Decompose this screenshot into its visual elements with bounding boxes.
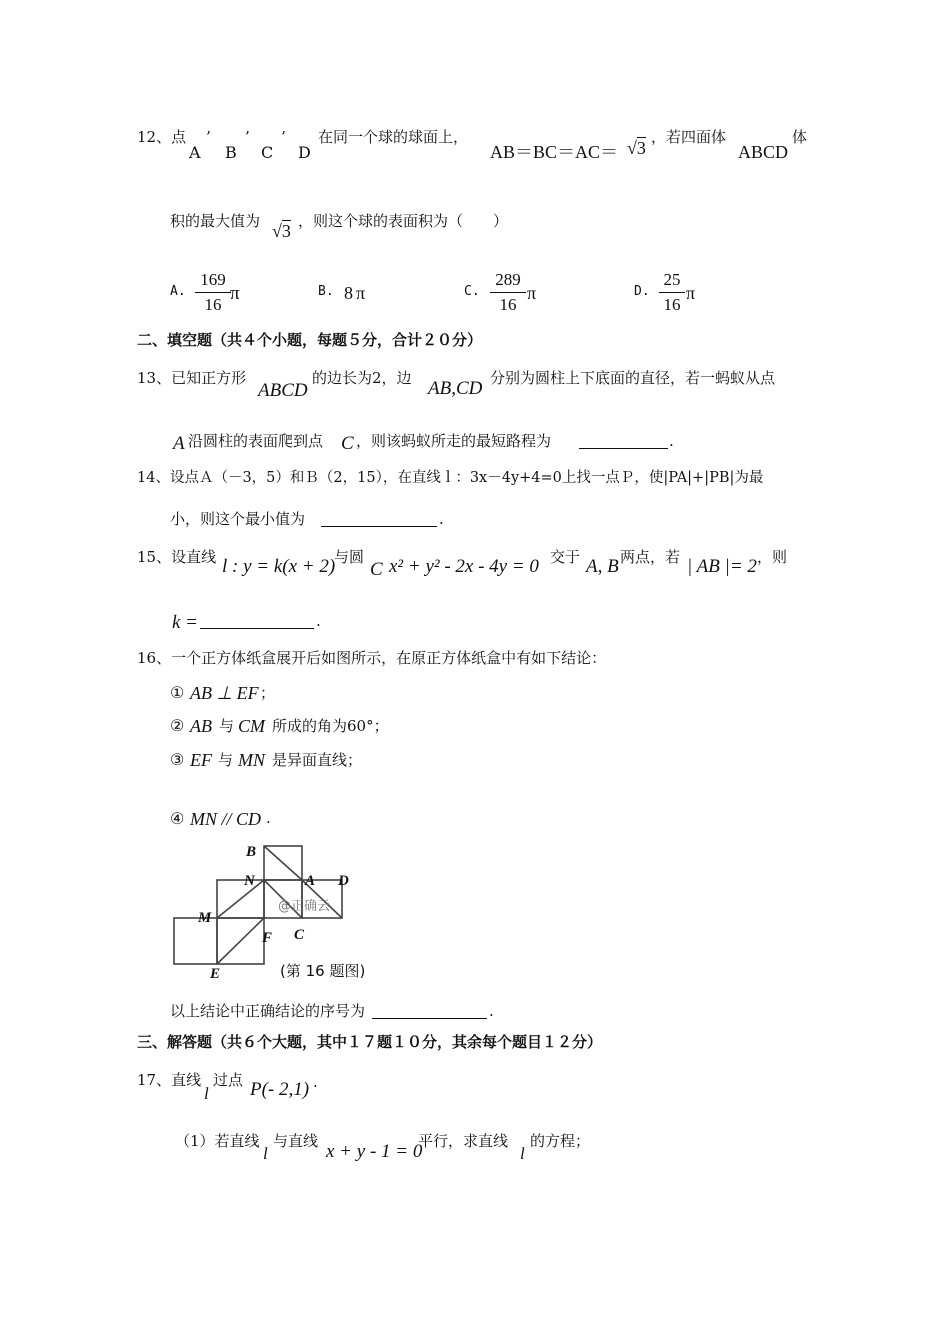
label-n: N (244, 873, 255, 889)
q16-item4-tail: . (266, 809, 271, 827)
comma: ’ (245, 128, 250, 146)
fraction-bar (659, 292, 685, 293)
net-diagonal (264, 846, 302, 880)
option-a-pi: π (230, 283, 240, 304)
q12-sqrt-value: 3 (636, 138, 646, 158)
net-diagonal (217, 880, 264, 918)
q16-item3-mid: 与 (218, 751, 234, 769)
q17-sub1-d: 的方程； (530, 1132, 591, 1150)
q12-text3: 体 (792, 128, 808, 146)
q12-number: 12、点 (137, 128, 187, 146)
option-c-num: 289 (495, 270, 521, 289)
label-b: B (246, 844, 257, 860)
q15-line-equation: l : y = k(x + 2) (222, 556, 336, 577)
q13-end: . (669, 432, 674, 450)
q17-l: l (204, 1084, 209, 1103)
section-2-heading: 二、填空题（共４个小题，每题５分，合计２０分） (137, 331, 483, 349)
q13-text3: 沿圆柱的表面爬到点 (188, 432, 324, 450)
q17-end: . (313, 1073, 318, 1091)
net-diagonal (217, 918, 264, 964)
option-b-value: 8 (344, 283, 353, 303)
q15-number: 15、设直线 (137, 548, 217, 566)
q15-abs-equation: | AB |= 2 (687, 556, 757, 577)
q15-circle-name: C (370, 559, 383, 580)
option-b-pi: π (356, 283, 366, 303)
q16-item1-expr: AB ⊥ EF (190, 683, 259, 703)
option-c-den: 16 (499, 295, 517, 314)
option-d-label: D. (634, 284, 650, 299)
q13-text1: 的边长为2，边 (312, 369, 412, 387)
q15-text3: 两点，若 (620, 548, 681, 566)
cube-net-figure (160, 838, 580, 988)
q13-point-a: A (173, 433, 185, 454)
q14-line2: 小，则这个最小值为 (170, 510, 306, 528)
option-a-num: 169 (200, 270, 226, 289)
option-c-fraction (490, 270, 526, 315)
q15-circle-equation: x² + y² - 2x - 4y = 0 (389, 556, 539, 577)
q16-item3-tail: 是异面直线； (272, 751, 363, 769)
q12-line2a: 积的最大值为 (170, 212, 261, 230)
q16-item2-tail: 所成的角为60°； (272, 717, 389, 735)
option-a-label: A. (170, 284, 186, 299)
q12-sqrt-value-2: 3 (281, 221, 291, 241)
option-d-fraction (659, 270, 685, 315)
q17-sub1-b: 与直线 (273, 1132, 319, 1150)
q16-item4-mark: ④ (170, 809, 185, 828)
q16-item2-mid: 与 (219, 717, 235, 735)
fraction-bar (195, 292, 231, 293)
sqrt-symbol: √3 (627, 138, 646, 158)
q13-text4: ，则该蚂蚁所走的最短路程为 (356, 432, 552, 450)
q16-answer-line: 以上结论中正确结论的序号为 (170, 1002, 366, 1020)
q17-number: 17、直线 (137, 1071, 202, 1089)
option-d-num: 25 (663, 270, 681, 289)
q15-ab: A, B (586, 556, 619, 577)
watermark: @正确云 (278, 899, 331, 914)
q13-abcd: ABCD (258, 380, 308, 401)
q15-k: k = (172, 612, 199, 633)
q16-item1-mark: ① (170, 683, 185, 702)
q13-edges: AB,CD (428, 378, 483, 399)
q12-point-d: D (298, 143, 311, 162)
option-d-den: 16 (663, 295, 681, 314)
q15-text1: 与圆 (334, 548, 365, 566)
q16-item3-expr: EF (190, 750, 212, 770)
q13-text2: 分别为圆柱上下底面的直径，若一蚂蚁从点 (490, 369, 776, 387)
q17-point: P(- 2,1) (250, 1079, 310, 1100)
sqrt-symbol: √3 (272, 221, 291, 241)
q13-number: 13、已知正方形 (137, 369, 247, 387)
option-b-label: B. (318, 284, 334, 299)
section-3-heading: 三、解答题（共６个大题，其中１７题１０分，其余每个题目１２分） (137, 1033, 603, 1051)
q16-item3-expr2: MN (238, 750, 265, 770)
q15-text2: 交于 (550, 548, 581, 566)
q16-item4-expr: MN // CD (190, 809, 262, 829)
q17-sub1-l2: l (520, 1144, 525, 1163)
q15-answer-blank (200, 614, 314, 629)
q16-line1: 16、一个正方体纸盒展开后如图所示，在原正方体纸盒中有如下结论： (137, 649, 607, 667)
q16-item1-tail: ； (260, 684, 276, 702)
q13-point-c: C (341, 433, 354, 454)
q14-end: . (439, 510, 444, 528)
fraction-bar (490, 292, 526, 293)
option-a-den: 16 (204, 295, 222, 314)
q16-item2-expr2: CM (238, 716, 265, 736)
q12-point-a: A (189, 143, 201, 162)
q16-item2-mark: ② (170, 716, 185, 735)
q17-sub1-a: （1）若直线 (175, 1132, 260, 1150)
label-a: A (305, 873, 316, 889)
q14-line1: 14、设点Ａ（－3，5）和Ｂ（2，15），在直线ｌ：3x－4y+4=0上找一点Ｐ，使|PA|+|PB|为最 (137, 470, 764, 486)
q17-sub1-l: l (263, 1144, 268, 1163)
option-c-pi: π (527, 283, 537, 303)
comma: ’ (281, 128, 286, 146)
option-c-label: C. (464, 284, 480, 299)
q12-text1: 在同一个球的球面上， (318, 128, 469, 146)
label-m: M (198, 910, 212, 926)
q12-line2b: ，则这个球的表面积为（ ） (298, 212, 509, 230)
q17-sub1-c: 平行，求直线 (418, 1132, 509, 1150)
figure-caption: (第 16 题图) (280, 962, 366, 980)
comma: ’ (206, 128, 211, 146)
option-a-fraction (195, 270, 231, 315)
label-f: F (262, 930, 273, 946)
q16-item2-expr: AB (190, 716, 212, 736)
q15-end: . (316, 612, 321, 630)
q17-text1: 过点 (213, 1071, 244, 1089)
label-c: C (294, 927, 305, 943)
q14-answer-blank (321, 512, 437, 527)
label-e: E (210, 966, 221, 982)
q16-end: . (489, 1002, 494, 1020)
label-d: D (338, 873, 349, 889)
q12-text2: ，若四面体 (651, 128, 727, 146)
option-d-pi: π (686, 283, 696, 303)
q15-text4: ，则 (757, 548, 788, 566)
q12-point-b: B (225, 143, 237, 162)
q12-abcd: ABCD (738, 142, 789, 162)
q13-answer-blank (579, 434, 668, 449)
q16-item3-mark: ③ (170, 750, 185, 769)
q12-point-c: C (261, 143, 274, 162)
q17-sub1-equation: x + y - 1 = 0 (326, 1141, 423, 1162)
q12-equation: AB＝BC＝AC＝ (490, 142, 619, 162)
q16-answer-blank (372, 1004, 487, 1019)
